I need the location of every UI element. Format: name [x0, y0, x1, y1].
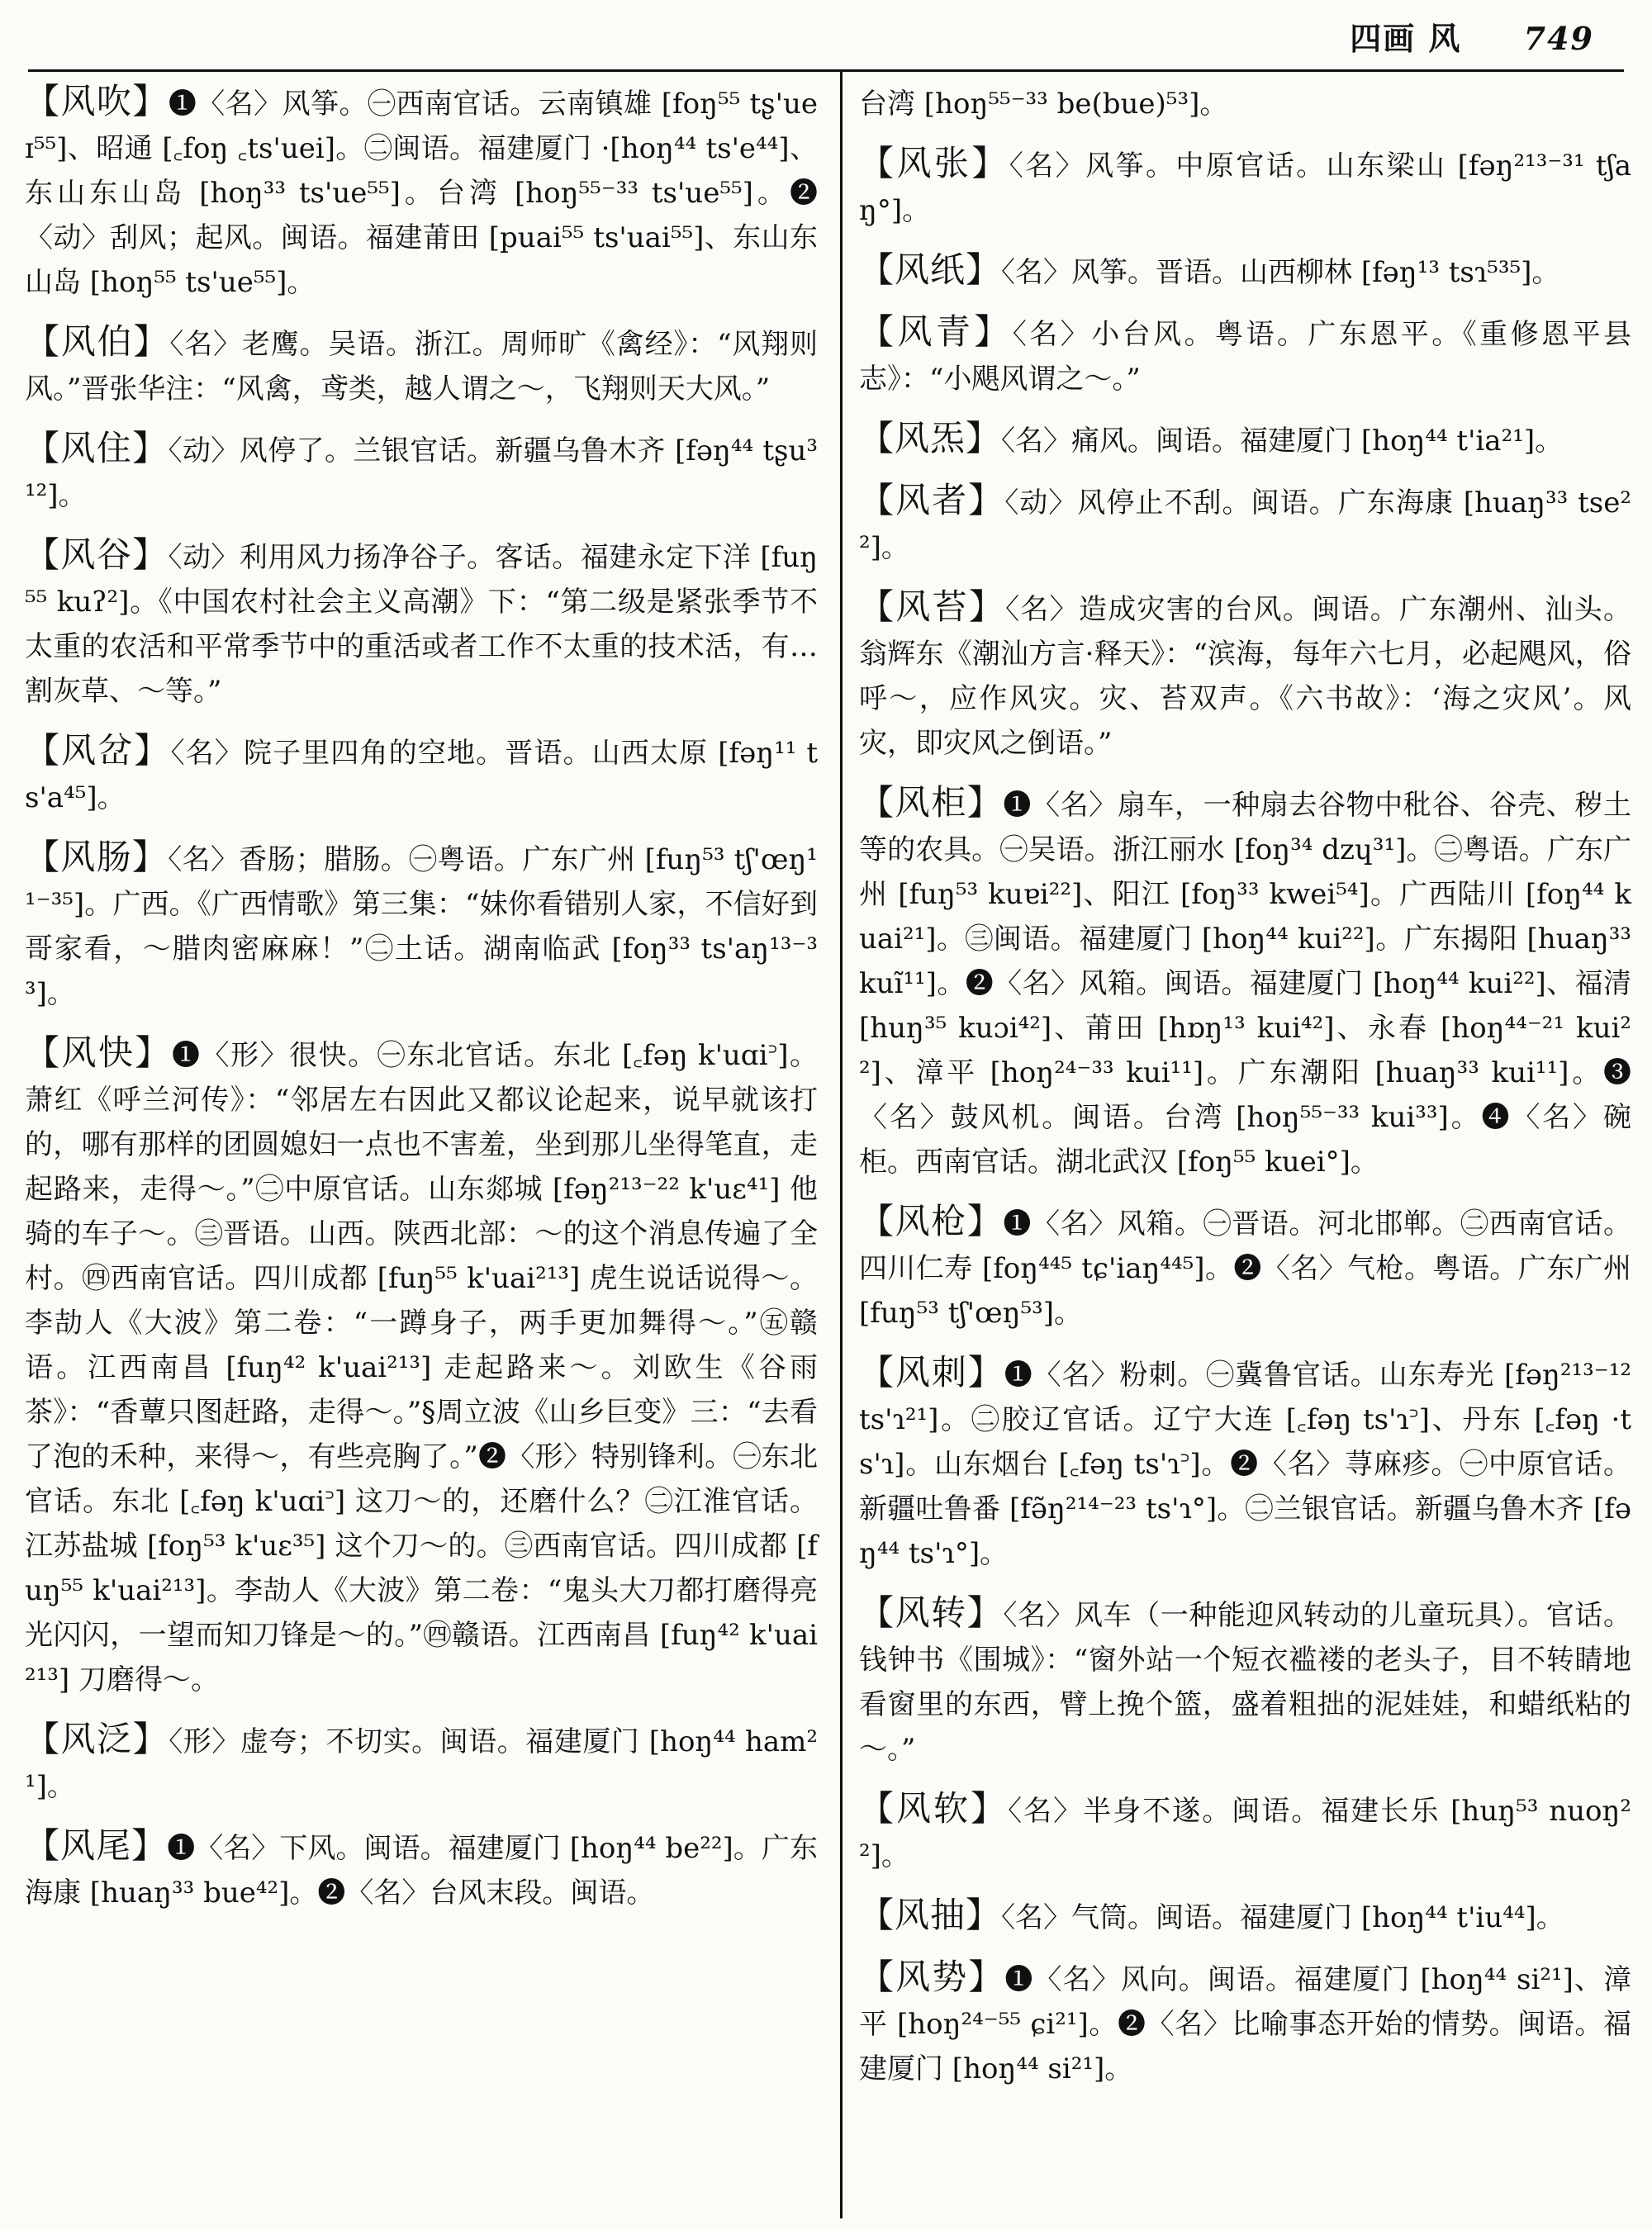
dictionary-entry [859, 310, 1631, 401]
right-column [859, 79, 1631, 2106]
dictionary-entry [25, 835, 818, 1016]
entry-definition: ❶〈名〉粉刺。㊀冀鲁官话。山东寿光 [fəŋ²¹³⁻¹² ts'ɿ²¹]。㊁胶辽官话。辽宁大连 [꜀fəŋ ts'ɿ꜄]、丹东 [꜀fəŋ ·ts'ɿ]。山东烟台 [꜀fəŋ ts'ɿ꜄]。❷〈名〉荨麻疹。㊀中原官话。新疆吐鲁番 [fə̃ŋ²¹⁴⁻²³ ts'ɿ°]。㊁兰银官话。新疆乌鲁木齐 [fəŋ⁴⁴ ts'ɿ°]。 [859, 1359, 1631, 1570]
entry-headword: 【风尾】 [25, 1825, 168, 1866]
entry-headword: 【风柜】 [859, 782, 1004, 823]
entry-definition: ❶〈名〉扇车，一种扇去谷物中秕谷、谷壳、秽土等的农具。㊀吴语。浙江丽水 [foŋ³⁴ dzɥ³¹]。㊁粤语。广东广州 [fuŋ⁵³ kuɐi²²]、阳江 [foŋ³³ kwei⁵⁴]。广西陆川 [foŋ⁴⁴ kuai²¹]。㊂闽语。福建厦门 [hoŋ⁴⁴ kui²²]。广东揭阳 [huaŋ³³ kuĩ¹¹]。❷〈名〉风箱。闽语。福建厦门 [hoŋ⁴⁴ kui²²]、福清 [huŋ³⁵ kuɔi⁴²]、莆田 [hɒŋ¹³ kui⁴²]、永春 [hoŋ⁴⁴⁻²¹ kui²²]、漳平 [hoŋ²⁴⁻³³ kui¹¹]。广东潮阳 [huaŋ³³ kui¹¹]。❸〈名〉鼓风机。闽语。台湾 [hoŋ⁵⁵⁻³³ kui³³]。❹〈名〉碗柜。西南官话。湖北武汉 [foŋ⁵⁵ kuei°]。 [859, 789, 1631, 1179]
entry-definition: 〈名〉痛风。闽语。福建厦门 [hoŋ⁴⁴ t'ia²¹]。 [1001, 425, 1564, 458]
dictionary-entry [859, 585, 1631, 766]
entry-definition: 〈名〉老鹰。吴语。浙江。周师旷《禽经》：“风翔则风。”晋张华注：“风禽，鸢类，越人谓之～，飞翔则天大风。” [25, 328, 818, 406]
entry-definition: 〈名〉小台风。粤语。广东恩平。《重修恩平县志》：“小飓风谓之～。” [859, 318, 1631, 396]
dictionary-entry [859, 416, 1631, 463]
entry-headword: 【风岔】 [25, 730, 171, 771]
dictionary-entry [25, 1717, 818, 1809]
dictionary-entry [859, 1591, 1631, 1772]
section-title: 四画 风 [1350, 20, 1462, 57]
dictionary-entry [859, 1350, 1631, 1576]
entry-headword: 【风抽】 [859, 1895, 1002, 1935]
dictionary-entry-continuation [859, 79, 1631, 126]
dictionary-entry [859, 141, 1631, 233]
entry-definition: 〈名〉香肠；腊肠。㊀粤语。广东广州 [fuŋ⁵³ tʃ'œŋ¹¹⁻³⁵]。广西。《广西情歌》第三集：“妹你看错别人家，不信好到哥家看，～腊肉密麻麻！”㊁土话。湖南临武 [foŋ³³ ts'aŋ¹³⁻³³]。 [25, 843, 818, 1010]
entry-headword: 【风肠】 [25, 837, 169, 877]
dictionary-entry [859, 478, 1631, 570]
header-rule [28, 69, 1624, 72]
dictionary-entry [25, 533, 818, 714]
entry-headword: 【风伯】 [25, 321, 170, 362]
dictionary-entry [859, 1955, 1631, 2091]
dictionary-entry [25, 320, 818, 411]
entry-definition: 〈名〉风筝。中原官话。山东梁山 [fəŋ²¹³⁻³¹ tʃaŋ°]。 [859, 149, 1631, 227]
entry-definition: ❶〈名〉下风。闽语。福建厦门 [hoŋ⁴⁴ be²²]。广东海康 [huaŋ³³ bue⁴²]。❷〈名〉台风末段。闽语。 [25, 1832, 818, 1910]
entry-definition: 〈名〉气筒。闽语。福建厦门 [hoŋ⁴⁴ t'iu⁴⁴]。 [1001, 1901, 1564, 1934]
entry-headword: 【风炁】 [859, 418, 1002, 458]
entry-headword: 【风快】 [25, 1032, 173, 1073]
entry-definition: 〈动〉风停了。兰银官话。新疆乌鲁木齐 [fəŋ⁴⁴ tʂu³¹²]。 [25, 434, 818, 512]
dictionary-entry [859, 1199, 1631, 1336]
page-number: 749 [1523, 20, 1594, 57]
entry-definition: 〈名〉风车（一种能迎风转动的儿童玩具）。官话。钱钟书《围城》：“窗外站一个短衣褴褛的老头子，目不转睛地看窗里的东西，臂上挽个篮，盛着粗拙的泥娃娃，和蜡纸粘的～。” [859, 1599, 1631, 1766]
entry-headword: 【风者】 [859, 480, 1005, 520]
entry-headword: 【风苔】 [859, 586, 1006, 627]
entry-definition: ❶〈名〉风向。闽语。福建厦门 [hoŋ⁴⁴ si²¹]、漳平 [hoŋ²⁴⁻⁵⁵ ɕi²¹]。❷〈名〉比喻事态开始的情势。闽语。福建厦门 [hoŋ⁴⁴ si²¹]。 [859, 1963, 1631, 2085]
dictionary-entry [859, 1786, 1631, 1878]
entry-definition: 〈名〉院子里四角的空地。晋语。山西太原 [fəŋ¹¹ ts'a⁴⁵]。 [25, 737, 818, 814]
entry-headword: 【风势】 [859, 1957, 1005, 1997]
entry-definition: ❶〈名〉风箱。㊀晋语。河北邯郸。㊁西南官话。四川仁寿 [foŋ⁴⁴⁵ tɕ'iaŋ⁴⁴⁵]。❷〈名〉气枪。粤语。广东广州 [fuŋ⁵³ tʃ'œŋ⁵³]。 [859, 1208, 1631, 1330]
entry-headword: 【风刺】 [859, 1352, 1004, 1393]
entry-headword: 【风张】 [859, 143, 1009, 183]
entry-definition: 〈动〉利用风力扬净谷子。客话。福建永定下洋 [fuŋ⁵⁵ kuʔ²]。《中国农村社会主义高潮》下：“第二级是紧张季节不太重的农活和平常季节中的重活或者工作不太重的技术活，有…割灰草、～等。” [25, 541, 818, 708]
left-column [25, 79, 818, 1930]
dictionary-entry [859, 1893, 1631, 1940]
entry-definition: ❶〈名〉风筝。㊀西南官话。云南镇雄 [foŋ⁵⁵ tʂ'ueɪ⁵⁵]、昭通 [꜀foŋ ꜀ts'uei]。㊁闽语。福建厦门 ·[hoŋ⁴⁴ ts'e⁴⁴]、东山东山岛 [hoŋ³³ ts'ue⁵⁵]。台湾 [hoŋ⁵⁵⁻³³ ts'ue⁵⁵]。❷〈动〉刮风；起风。闽语。福建莆田 [puai⁵⁵ ts'uai⁵⁵]、东山东山岛 [hoŋ⁵⁵ ts'ue⁵⁵]。 [25, 88, 818, 299]
entry-definition: 台湾 [hoŋ⁵⁵⁻³³ be(bue)⁵³]。 [859, 88, 1228, 121]
entry-headword: 【风软】 [859, 1788, 1009, 1829]
entry-definition: 〈名〉半身不遂。闽语。福建长乐 [huŋ⁵³ nuoŋ²²]。 [859, 1795, 1631, 1872]
entry-headword: 【风吹】 [25, 81, 169, 121]
entry-headword: 【风青】 [859, 311, 1013, 352]
entry-headword: 【风枪】 [859, 1201, 1004, 1241]
entry-headword: 【风转】 [859, 1592, 1004, 1633]
entry-headword: 【风泛】 [25, 1719, 169, 1759]
entry-definition: ❶〈形〉很快。㊀东北官话。东北 [꜀fəŋ k'uɑi꜄]。萧红《呼兰河传》：“邻居左右因此又都议论起来，说早就该打的，哪有那样的团圆媳妇一点也不害羞，坐到那儿坐得笔直，走起路来，走得～。”㊁中原官话。山东郯城 [fəŋ²¹³⁻²² k'uɛ⁴¹] 他骑的车子～。㊂晋语。山西。陕西北部：～的这个消息传遍了全村。㊃西南官话。四川成都 [fuŋ⁵⁵ k'uai²¹³] 虎生说话说得～。李劼人《大波》第二卷：“一蹲身子，两手更加舞得～。”㊄赣语。江西南昌 [fuŋ⁴² k'uai²¹³] 走起路来～。刘欧生《谷雨茶》：“香蕈只图赶路，走得～。”§周立波《山乡巨变》三：“去看了泡的禾种，来得～，有些亮胸了。”❷〈形〉特别锋利。㊀东北官话。东北 [꜀fəŋ k'uɑi꜄] 这刀～的，还磨什么？㊁江淮官话。江苏盐城 [foŋ⁵³ k'uɛ³⁵] 这个刀～的。㊂西南官话。四川成都 [fuŋ⁵⁵ k'uai²¹³]。李劼人《大波》第二卷：“鬼头大刀都打磨得亮光闪闪，一望而知刀锋是～的。”㊃赣语。江西南昌 [fuŋ⁴² k'uai²¹³] 刀磨得～。 [25, 1039, 818, 1696]
dictionary-entry [859, 780, 1631, 1184]
entry-definition: 〈名〉造成灾害的台风。闽语。广东潮州、汕头。翁辉东《潮汕方言·释天》：“滨海，每年六七月，必起飓风，俗呼～，应作风灾。灾、苔双声。《六书故》：‘海之灾风’。风灾，即灾风之倒语。” [859, 593, 1631, 760]
dictionary-entry [859, 248, 1631, 295]
entry-definition: 〈形〉虚夸；不切实。闽语。福建厦门 [hoŋ⁴⁴ ham²¹]。 [25, 1725, 818, 1803]
entry-definition: 〈动〉风停止不刮。闽语。广东海康 [huaŋ³³ tse²²]。 [859, 486, 1631, 564]
running-header [1350, 13, 1594, 59]
entry-headword: 【风住】 [25, 428, 169, 468]
dictionary-entry [25, 79, 818, 305]
column-divider [840, 71, 843, 2218]
dictionary-entry [25, 728, 818, 820]
dictionary-entry [25, 1031, 818, 1702]
entry-definition: 〈名〉风筝。晋语。山西柳林 [fəŋ¹³ tsɿ⁵³⁵]。 [1001, 256, 1560, 289]
entry-headword: 【风纸】 [859, 249, 1002, 290]
dictionary-entry [25, 1824, 818, 1915]
entry-headword: 【风谷】 [25, 534, 169, 575]
dictionary-entry [25, 426, 818, 518]
